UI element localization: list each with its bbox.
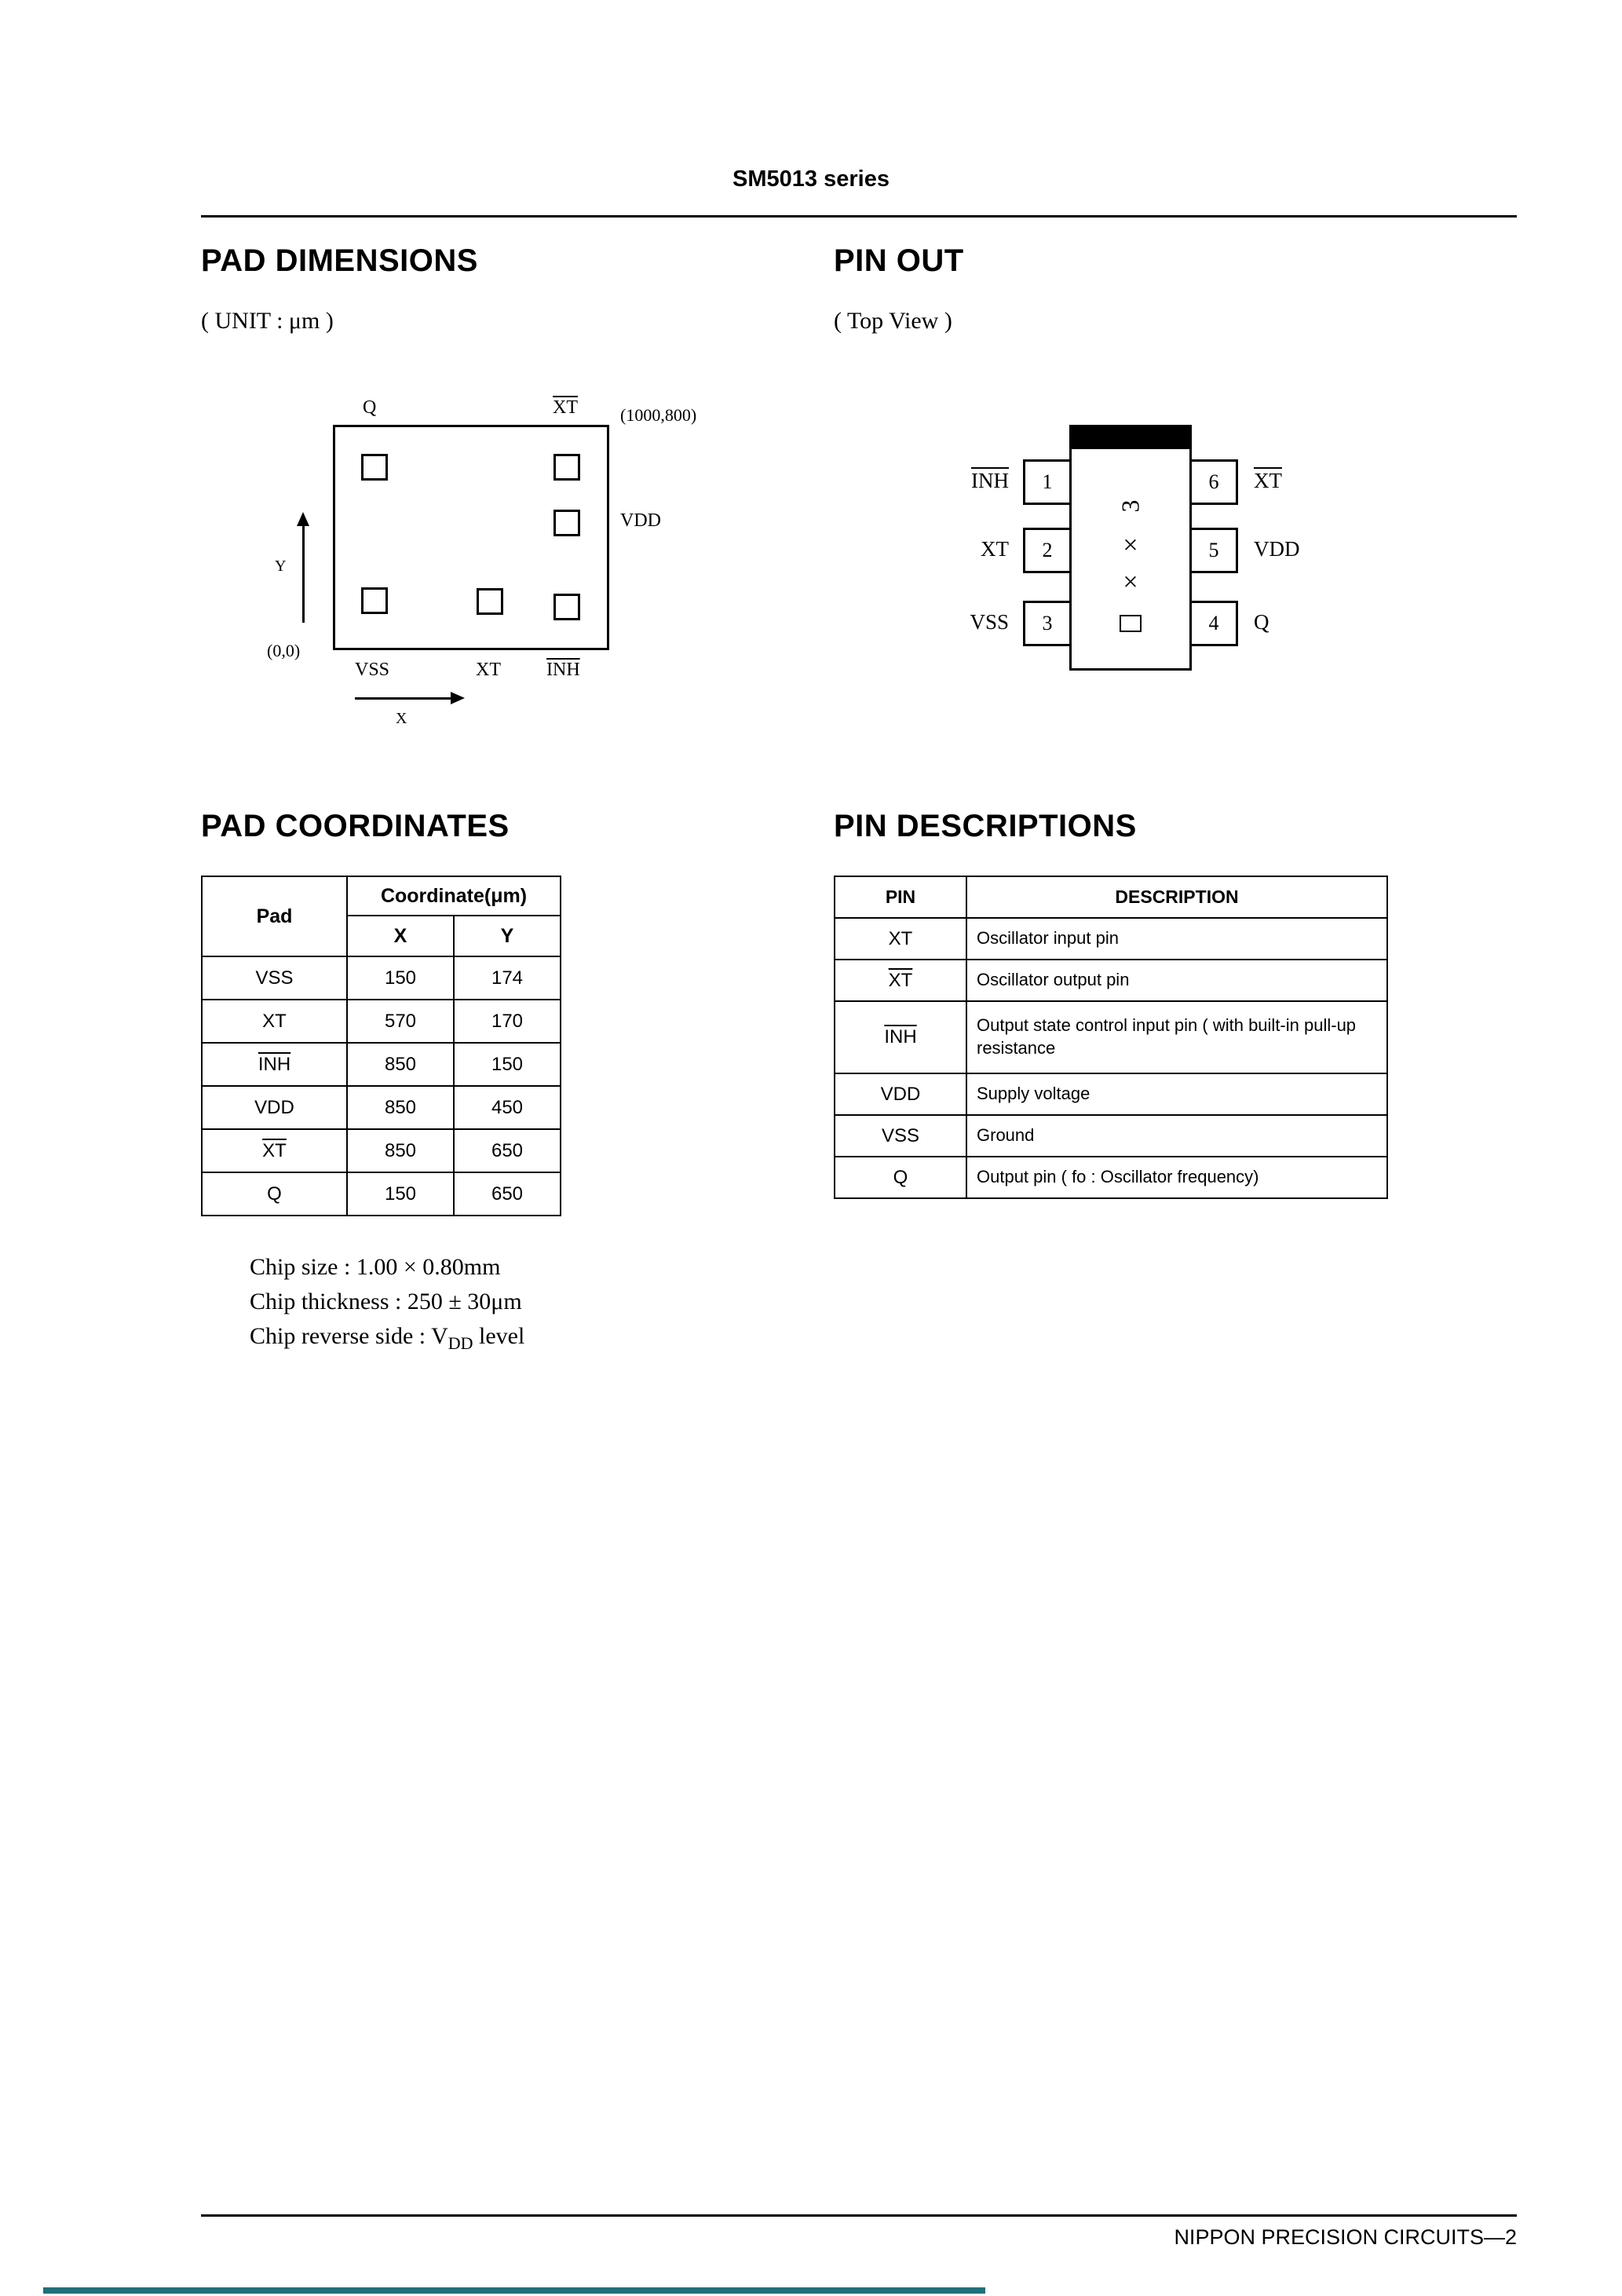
y-axis-arrow-icon bbox=[297, 512, 309, 526]
pin-label-inh-bar: $\overline{INH}$ bbox=[971, 469, 1009, 492]
pin-box-4 bbox=[1189, 601, 1238, 646]
pad-label-xt-bar: $\overline{XT}$ bbox=[553, 397, 578, 418]
pad-x: 850 bbox=[347, 1043, 454, 1086]
pin-out-diagram bbox=[911, 393, 1460, 754]
die-pad-mark bbox=[1120, 615, 1142, 632]
pin-number: 2 bbox=[1042, 539, 1053, 561]
pin-label-xt-bar: $\overline{XT}$ bbox=[1254, 469, 1282, 492]
pin-box-6 bbox=[1189, 459, 1238, 505]
pin-label-q: Q bbox=[1254, 610, 1269, 634]
pin-name: XT bbox=[835, 918, 966, 960]
pin-name: $\overline{INH}$ bbox=[835, 1001, 966, 1073]
table-row bbox=[835, 1115, 1387, 1157]
y-column-header: Y bbox=[454, 916, 561, 956]
pin-description: Oscillator output pin bbox=[966, 960, 1387, 1001]
corner-coordinate-label: (1000,800) bbox=[620, 405, 697, 425]
pin-number: 4 bbox=[1208, 612, 1219, 634]
pad-label-q: Q bbox=[363, 397, 377, 418]
pin-descriptions-table bbox=[834, 876, 1388, 1199]
description-column-header: DESCRIPTION bbox=[966, 876, 1387, 918]
pad-inh-bar bbox=[553, 594, 580, 620]
x-column-header: X bbox=[347, 916, 454, 956]
pad-y: 170 bbox=[454, 1000, 561, 1043]
pad-q bbox=[361, 454, 388, 481]
pin-number: 3 bbox=[1042, 612, 1053, 634]
reverse-note-subscript: DD bbox=[448, 1333, 473, 1353]
pin-number: 6 bbox=[1208, 470, 1219, 493]
pad-vss bbox=[361, 587, 388, 614]
pad-label-vss: VSS bbox=[355, 660, 390, 680]
table-row bbox=[202, 1086, 561, 1129]
x-axis-arrow-icon bbox=[451, 692, 465, 704]
pin-box-3 bbox=[1023, 601, 1072, 646]
chip-thickness-note: Chip thickness : 250 ± 30μm bbox=[250, 1289, 522, 1314]
pad-y: 650 bbox=[454, 1172, 561, 1216]
pad-label-xt: XT bbox=[476, 660, 501, 680]
pin-column-header: PIN bbox=[835, 876, 966, 918]
pad-vdd bbox=[553, 510, 580, 536]
pin-out-title: PIN OUT bbox=[834, 243, 964, 278]
unit-note: ( UNIT : μm ) bbox=[201, 308, 334, 334]
pin-label-vdd: VDD bbox=[1254, 537, 1300, 561]
pin-description: Ground bbox=[966, 1115, 1387, 1157]
table-row bbox=[202, 956, 561, 1000]
table-row bbox=[202, 1043, 561, 1086]
pad-label-inh-bar: $\overline{INH}$ bbox=[546, 660, 580, 680]
pad-name: VSS bbox=[202, 956, 347, 1000]
pad-xt-bar bbox=[553, 454, 580, 481]
chip-notes bbox=[250, 1250, 524, 1361]
pad-name: XT bbox=[202, 1000, 347, 1043]
pad-name: $\overline{INH}$ bbox=[202, 1043, 347, 1086]
pad-x: 850 bbox=[347, 1086, 454, 1129]
pin-box-5 bbox=[1189, 528, 1238, 573]
pin-description: Supply voltage bbox=[966, 1073, 1387, 1115]
y-axis-line bbox=[302, 525, 305, 623]
pad-x: 570 bbox=[347, 1000, 454, 1043]
header-rule bbox=[201, 215, 1517, 218]
pad-name: Q bbox=[202, 1172, 347, 1216]
table-row bbox=[202, 1000, 561, 1043]
cross-mark-icon: × bbox=[1123, 568, 1138, 597]
pad-y: 450 bbox=[454, 1086, 561, 1129]
pin-description: Output state control input pin ( with built-in pull-up resistance bbox=[966, 1001, 1387, 1073]
pin-name: Q bbox=[835, 1157, 966, 1198]
table-row bbox=[835, 1073, 1387, 1115]
pin-number: 1 bbox=[1042, 470, 1053, 493]
pad-y: 650 bbox=[454, 1129, 561, 1172]
pad-x: 150 bbox=[347, 956, 454, 1000]
pad-coordinates-title: PAD COORDINATES bbox=[201, 809, 510, 843]
table-row bbox=[835, 918, 1387, 960]
pad-x: 150 bbox=[347, 1172, 454, 1216]
pad-column-header: Pad bbox=[202, 876, 347, 956]
pad-dimensions-diagram bbox=[201, 393, 751, 754]
chip-reverse-note bbox=[250, 1319, 524, 1361]
origin-coordinate-label: (0,0) bbox=[267, 641, 301, 660]
pad-y: 150 bbox=[454, 1043, 561, 1086]
pad-x: 850 bbox=[347, 1129, 454, 1172]
pad-dimensions-title: PAD DIMENSIONS bbox=[201, 243, 478, 278]
pad-y: 174 bbox=[454, 956, 561, 1000]
table-row bbox=[835, 960, 1387, 1001]
table-row bbox=[202, 1172, 561, 1216]
pin-name: VDD bbox=[835, 1073, 966, 1115]
pin-name: $\overline{XT}$ bbox=[835, 960, 966, 1001]
footer-rule bbox=[201, 2214, 1517, 2217]
coordinate-column-header: Coordinate(μm) bbox=[347, 876, 561, 916]
x-axis-line bbox=[355, 697, 453, 700]
reverse-note-prefix: Chip reverse side : V bbox=[250, 1323, 448, 1349]
pin-descriptions-title: PIN DESCRIPTIONS bbox=[834, 809, 1137, 843]
chip-marking: 3 bbox=[1116, 499, 1145, 513]
pin-box-2 bbox=[1023, 528, 1072, 573]
pad-label-vdd: VDD bbox=[620, 510, 661, 531]
pin-box-1 bbox=[1023, 459, 1072, 505]
pin-description: Output pin ( fo : Oscillator frequency) bbox=[966, 1157, 1387, 1198]
table-row bbox=[835, 1001, 1387, 1073]
chip-size-note: Chip size : 1.00 × 0.80mm bbox=[250, 1254, 501, 1280]
cross-mark-icon: × bbox=[1123, 531, 1138, 560]
footer-text: NIPPON PRECISION CIRCUITS—2 bbox=[1174, 2225, 1517, 2249]
reverse-note-suffix: level bbox=[473, 1323, 525, 1349]
orientation-bar bbox=[1072, 427, 1189, 449]
pin-label-xt: XT bbox=[981, 537, 1009, 561]
pin-label-vss: VSS bbox=[970, 610, 1009, 634]
pin-number: 5 bbox=[1208, 539, 1219, 561]
pad-name: VDD bbox=[202, 1086, 347, 1129]
pin-description: Oscillator input pin bbox=[966, 918, 1387, 960]
pin-name: VSS bbox=[835, 1115, 966, 1157]
x-axis-label: X bbox=[396, 710, 407, 727]
page-edge-artifact bbox=[43, 2287, 985, 2294]
table-row bbox=[835, 1157, 1387, 1198]
page-title: SM5013 series bbox=[732, 166, 890, 192]
table-row bbox=[202, 1129, 561, 1172]
y-axis-label: Y bbox=[275, 558, 287, 575]
pad-name: $\overline{XT}$ bbox=[202, 1129, 347, 1172]
top-view-note: ( Top View ) bbox=[834, 308, 952, 334]
pad-coordinates-table bbox=[201, 876, 561, 1216]
pad-xt bbox=[477, 588, 503, 615]
